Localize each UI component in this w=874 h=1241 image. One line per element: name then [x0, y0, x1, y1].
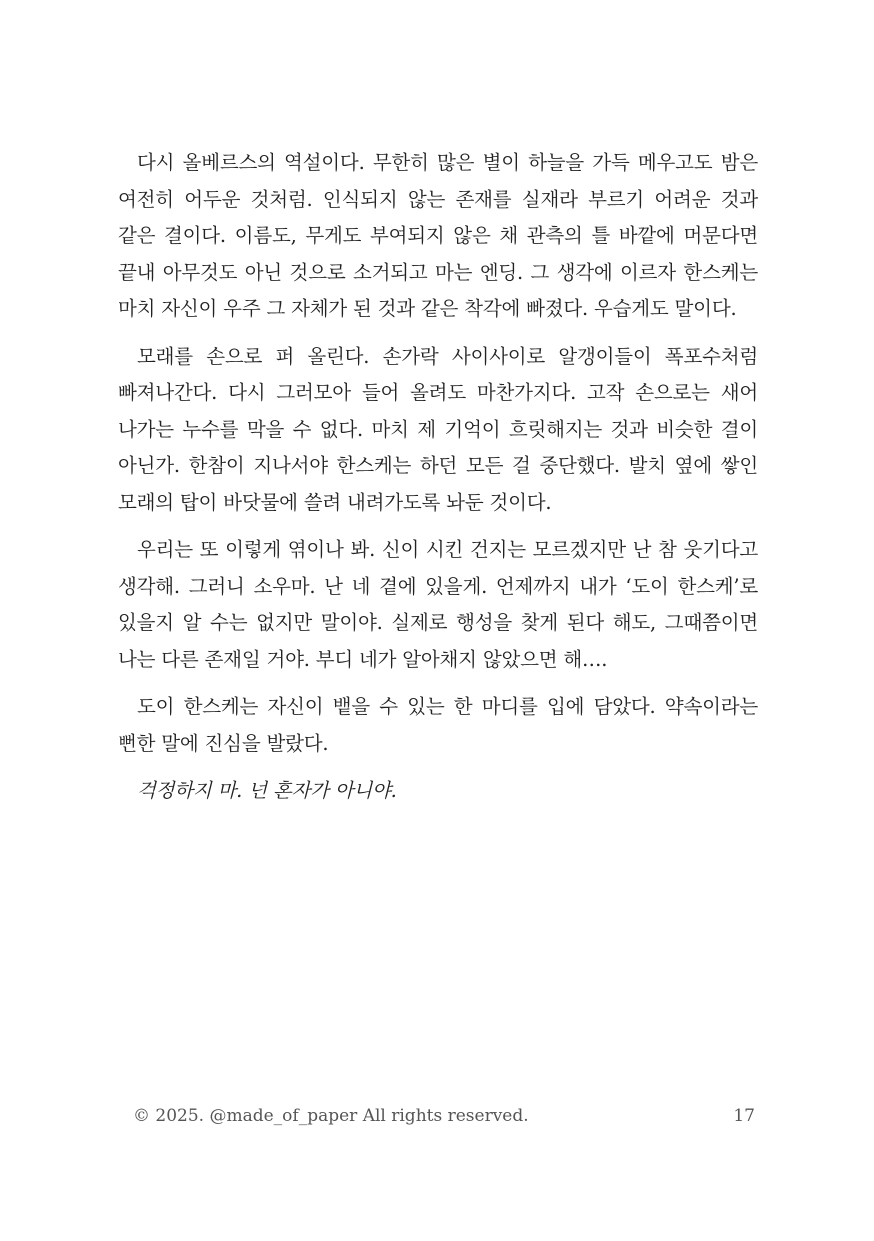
paragraph: 우리는 또 이렇게 엮이나 봐. 신이 시킨 건지는 모르겠지만 난 참 웃기다고 생각해. 그러니 소우마. 난 네 곁에 있을게. 언제까지 내가 ‘도이 한스케’로 있을지 알 수는 없지만 말이야. 실제로 행성을 찾게 된다 해도, 그때쯤이면 나는 다른 존재일 거야. 부디 네가 알아채지 않았으면 해…. [118, 538, 758, 671]
page-body [118, 145, 758, 821]
italic-dialogue-line: 걱정하지 마. 넌 혼자가 아니야. [137, 779, 397, 802]
paragraph: 도이 한스케는 자신이 뱉을 수 있는 한 마디를 입에 담았다. 약속이라는 뻔한 말에 진심을 발랐다. [118, 695, 758, 755]
copyright-notice: © 2025. @made_of_paper All rights reserved. [133, 1106, 529, 1126]
paragraph: 다시 올베르스의 역설이다. 무한히 많은 별이 하늘을 가득 메우고도 밤은 여전히 어두운 것처럼. 인식되지 않는 존재를 실재라 부르기 어려운 것과 같은 결이다. 이름도, 무게도 부여되지 않은 채 관측의 틀 바깥에 머문다면 끝내 아무것도 아닌 것으로 소거되고 마는 엔딩. 그 생각에 이르자 한스케는 마치 자신이 우주 그 자체가 된 것과 같은 착각에 빠졌다. 우습게도 말이다. [118, 151, 758, 320]
page-number: 17 [733, 1106, 755, 1126]
paragraph: 모래를 손으로 퍼 올린다. 손가락 사이사이로 알갱이들이 폭포수처럼 빠져나간다. 다시 그러모아 들어 올려도 마찬가지다. 고작 손으로는 새어 나가는 누수를 막을 수 없다. 마치 제 기억이 흐릿해지는 것과 비슷한 결이 아닌가. 한참이 지나서야 한스케는 하던 모든 걸 중단했다. 발치 옆에 쌓인 모래의 탑이 바닷물에 쓸려 내려가도록 놔둔 것이다. [118, 344, 758, 514]
